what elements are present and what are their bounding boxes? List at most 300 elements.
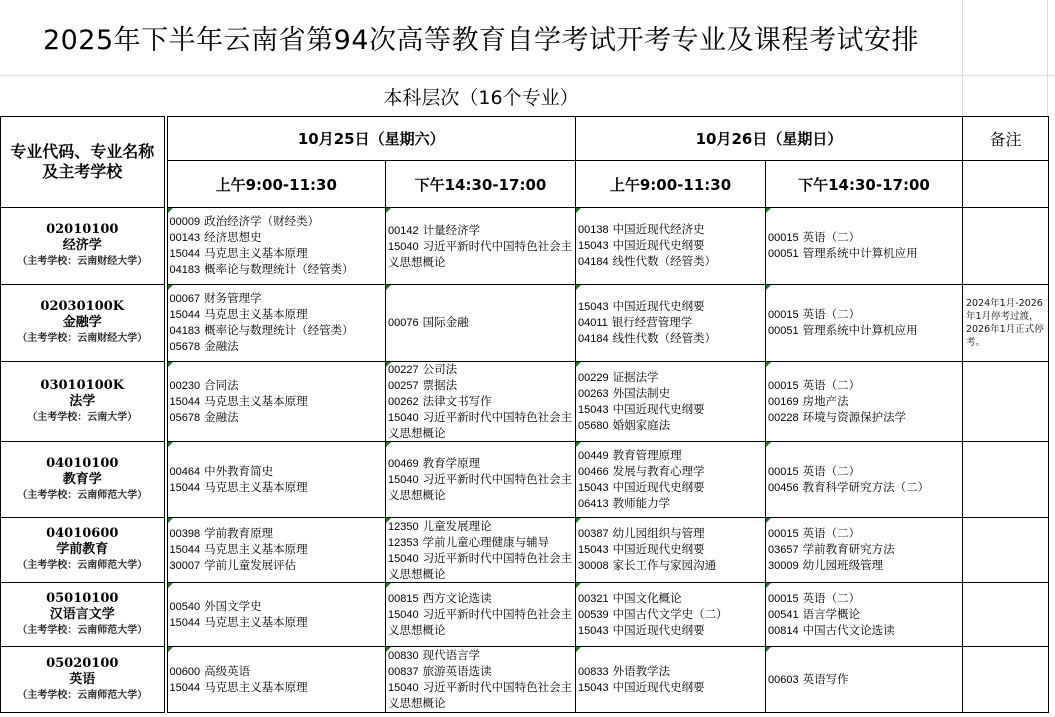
course-code: 00387	[578, 528, 609, 540]
session-cell[interactable]	[576, 583, 766, 647]
course-item	[388, 394, 573, 410]
course-item	[388, 648, 573, 664]
major-code: 04010600	[46, 526, 119, 541]
comment-marker-icon	[386, 647, 391, 652]
course-code: 00051	[768, 325, 799, 337]
table-row	[1, 583, 1049, 647]
note-cell[interactable]	[963, 362, 1049, 442]
course-item	[768, 607, 960, 623]
course-name: 中国近现代经济史	[612, 222, 705, 236]
course-code: 00469	[388, 458, 419, 470]
major-school: （主考学校：云南财经大学）	[17, 256, 148, 267]
header-major-line1: 专业代码、专业名称	[10, 142, 155, 161]
course-name: 票据法	[422, 378, 458, 392]
course-item	[170, 394, 384, 410]
course-item	[170, 664, 384, 680]
major-cell[interactable]	[1, 442, 166, 518]
course-name: 幼儿园组织与管理	[612, 526, 705, 540]
comment-marker-icon	[766, 362, 771, 367]
course-item	[170, 542, 384, 558]
course-name: 政治经济学（财经类）	[204, 214, 320, 228]
comment-marker-icon	[386, 208, 391, 213]
course-code: 00263	[578, 387, 609, 400]
course-item	[768, 378, 960, 394]
course-name: 中国近现代史纲要	[612, 542, 705, 556]
course-code: 30009	[768, 560, 799, 572]
course-code: 15040	[388, 552, 419, 565]
course-name: 马克思主义基本原理	[204, 614, 308, 629]
course-name: 房地产法	[802, 393, 849, 408]
comment-marker-icon	[766, 647, 771, 652]
course-name: 外国法制史	[612, 385, 671, 400]
course-code: 05678	[169, 341, 201, 353]
course-name: 中国近现代史纲要	[612, 479, 705, 494]
course-code: 00015	[768, 309, 799, 321]
course-code: 00262	[388, 396, 419, 408]
comment-marker-icon	[766, 285, 771, 290]
course-code: 05680	[578, 419, 609, 432]
course-item	[388, 680, 573, 711]
comment-marker-icon	[386, 518, 391, 523]
course-code: 00015	[768, 528, 799, 540]
major-name: 经济学	[62, 238, 102, 253]
major-school: （主考学校：云南师范大学）	[17, 624, 148, 636]
course-code: 15040	[388, 474, 419, 486]
course-code: 15040	[388, 682, 419, 694]
course-name: 中外教育简史	[204, 463, 274, 478]
course-item	[388, 223, 573, 239]
course-item	[388, 410, 573, 441]
header-day-1[interactable]: 10月25日（星期六）	[166, 117, 576, 161]
course-name: 习近平新时代中国特色社会主义思想概论	[388, 472, 573, 502]
course-name: 中国近现代史纲要	[612, 299, 705, 313]
course-item	[578, 558, 763, 574]
course-name: 马克思主义基本原理	[204, 246, 308, 260]
table-row	[1, 208, 1049, 285]
course-item	[768, 591, 960, 607]
header-day2-afternoon[interactable]: 下午14:30-17:00	[766, 161, 963, 208]
course-code: 00398	[169, 528, 201, 540]
major-code: 04010100	[46, 455, 119, 471]
course-name: 外语教学法	[612, 663, 671, 678]
course-name: 家长工作与家园沟通	[612, 558, 717, 572]
course-name: 马克思主义基本原理	[204, 542, 308, 556]
course-name: 马克思主义基本原理	[204, 479, 308, 494]
course-item	[578, 402, 763, 418]
course-name: 合同法	[204, 377, 239, 392]
course-name: 英语（二）	[802, 307, 861, 321]
course-code: 15043	[578, 403, 609, 416]
major-school: （主考学校：云南师范大学）	[17, 689, 148, 701]
course-item	[170, 680, 384, 696]
course-item	[388, 378, 573, 394]
course-name: 学前儿童心理健康与辅导	[422, 534, 550, 549]
course-item	[768, 526, 960, 542]
comment-marker-icon	[576, 647, 581, 652]
course-code: 00830	[388, 650, 419, 662]
course-item	[388, 519, 573, 535]
course-code: 15043	[578, 624, 609, 637]
course-item	[170, 558, 384, 574]
major-name: 法学	[69, 393, 96, 409]
session-cell[interactable]	[166, 362, 386, 442]
course-item	[578, 591, 763, 607]
major-school: （主考学校：云南财经大学）	[17, 333, 148, 344]
course-item	[578, 315, 763, 331]
course-name: 金融法	[204, 339, 239, 353]
course-name: 中国近现代史纲要	[612, 622, 705, 637]
header-major-line2: 及主考学校	[42, 162, 123, 181]
course-name: 银行经营管理学	[611, 315, 693, 329]
note-cell[interactable]	[963, 583, 1049, 647]
course-item	[170, 262, 384, 278]
note-cell[interactable]	[963, 518, 1049, 583]
course-code: 00456	[768, 481, 799, 494]
course-code: 00169	[768, 395, 799, 408]
course-code: 00228	[768, 411, 799, 424]
course-name: 线性代数（经管类）	[612, 331, 717, 345]
comment-marker-icon	[766, 583, 771, 588]
course-name: 中国古代文论选读	[802, 622, 895, 637]
major-cell[interactable]	[1, 285, 166, 362]
course-item	[768, 623, 960, 639]
course-name: 幼儿园班级管理	[802, 558, 884, 572]
session-cell[interactable]	[166, 583, 386, 647]
comment-marker-icon	[168, 518, 173, 523]
course-name: 管理系统中计算机应用	[802, 323, 918, 337]
session-cell[interactable]	[166, 518, 386, 583]
course-name: 学前教育原理	[204, 526, 274, 540]
course-item	[578, 299, 763, 315]
course-item	[578, 664, 763, 680]
course-name: 习近平新时代中国特色社会主义思想概论	[388, 550, 573, 581]
course-name: 中国近现代史纲要	[612, 238, 705, 252]
major-name: 教育学	[62, 471, 102, 487]
major-name: 金融学	[62, 315, 102, 330]
course-name: 概率论与数理统计（经管类）	[204, 262, 354, 276]
major-school: （主考学校：云南大学）	[27, 411, 138, 423]
course-name: 中国文化概论	[612, 590, 682, 605]
course-code: 00015	[768, 465, 799, 478]
major-code: 02030100K	[40, 299, 125, 314]
course-code: 00600	[169, 665, 201, 678]
course-name: 马克思主义基本原理	[204, 393, 308, 408]
course-code: 15040	[388, 412, 419, 424]
course-code: 00230	[169, 379, 201, 392]
course-name: 习近平新时代中国特色社会主义思想概论	[388, 238, 573, 269]
major-cell[interactable]	[1, 518, 166, 583]
header-row-dates	[1, 117, 1049, 161]
major-cell[interactable]	[1, 583, 166, 647]
course-code: 05678	[169, 411, 201, 424]
table-row	[1, 285, 1049, 362]
course-item	[388, 362, 573, 378]
course-item	[170, 410, 384, 426]
comment-marker-icon	[386, 285, 391, 290]
course-code: 00321	[578, 592, 609, 605]
comment-marker-icon	[168, 285, 173, 290]
course-item	[768, 542, 960, 558]
course-item	[768, 307, 960, 323]
comment-marker-icon	[576, 208, 581, 213]
course-code: 15044	[169, 309, 201, 321]
course-item	[388, 472, 573, 503]
course-name: 计量经济学	[422, 222, 481, 237]
course-name: 财务管理学	[204, 291, 262, 305]
course-item	[768, 394, 960, 410]
course-name: 现代语言学	[422, 648, 481, 662]
course-code: 00227	[388, 364, 419, 376]
course-name: 中国近现代史纲要	[612, 679, 705, 694]
document-subtitle: 本科层次（16个专业）	[383, 86, 579, 109]
course-name: 管理系统中计算机应用	[802, 246, 918, 260]
comment-marker-icon	[766, 208, 771, 213]
course-code: 00539	[578, 608, 609, 621]
session-cell[interactable]	[386, 647, 576, 713]
course-name: 证据法学	[612, 369, 659, 384]
course-item	[388, 664, 573, 680]
course-code: 00142	[388, 224, 419, 237]
course-item	[388, 551, 573, 582]
comment-marker-icon	[168, 362, 173, 367]
major-code: 05010100	[46, 590, 119, 606]
comment-marker-icon	[168, 647, 173, 652]
session-cell[interactable]	[576, 518, 766, 583]
course-code: 00076	[388, 317, 419, 329]
comment-marker-icon	[168, 208, 173, 213]
session-cell[interactable]	[766, 285, 963, 362]
session-cell[interactable]	[166, 285, 386, 362]
course-code: 15043	[578, 240, 609, 252]
course-code: 15043	[578, 681, 609, 694]
course-name: 儿童发展理论	[422, 518, 492, 533]
course-code: 00067	[169, 293, 201, 305]
course-item	[578, 496, 763, 512]
header-day1-morning[interactable]: 上午9:00-11:30	[166, 161, 386, 208]
course-name: 中国古代文学史（二）	[612, 606, 728, 621]
course-name: 英语（二）	[802, 463, 861, 478]
table-row	[1, 442, 1049, 518]
major-code: 05020100	[46, 655, 119, 671]
header-major-cell[interactable]	[1, 117, 166, 208]
table-row	[1, 518, 1049, 583]
header-notes[interactable]: 备注	[963, 117, 1049, 161]
course-item	[170, 307, 384, 323]
course-code: 00229	[578, 371, 609, 384]
course-item	[768, 323, 960, 339]
course-code: 00015	[768, 592, 799, 605]
course-code: 15044	[169, 681, 201, 694]
course-code: 15044	[169, 616, 201, 629]
sheet-gridline	[1047, 0, 1048, 117]
course-name: 英语（二）	[802, 377, 861, 392]
major-code: 02010100	[46, 222, 119, 237]
session-cell[interactable]	[386, 208, 576, 285]
course-item	[170, 599, 384, 615]
session-cell[interactable]	[166, 442, 386, 518]
session-cell[interactable]	[766, 518, 963, 583]
course-name: 英语写作	[802, 671, 849, 686]
course-code: 00138	[578, 224, 609, 236]
course-item	[578, 418, 763, 434]
header-day-2[interactable]: 10月26日（星期日）	[576, 117, 963, 161]
session-cell[interactable]	[576, 647, 766, 713]
course-code: 04011	[578, 317, 608, 329]
course-item	[578, 222, 763, 238]
course-name: 高级英语	[204, 663, 251, 678]
course-name: 中国近现代史纲要	[612, 401, 705, 416]
course-code: 00837	[388, 666, 419, 678]
session-cell[interactable]	[166, 208, 386, 285]
course-code: 00541	[768, 608, 799, 621]
course-item	[170, 291, 384, 307]
header-day2-morning[interactable]: 上午9:00-11:30	[576, 161, 766, 208]
course-item	[578, 331, 763, 347]
course-item	[578, 680, 763, 696]
course-name: 外国文学史	[204, 598, 262, 613]
course-name: 环境与资源保护法学	[802, 409, 907, 424]
session-cell[interactable]	[386, 285, 576, 362]
session-cell[interactable]	[386, 583, 576, 647]
document-title: 2025年下半年云南省第94次高等教育自学考试开考专业及课程考试安排	[42, 25, 920, 56]
course-code: 00051	[768, 248, 799, 260]
course-code: 12350	[388, 520, 419, 533]
course-code: 00815	[388, 593, 419, 605]
course-code: 15044	[169, 481, 201, 494]
session-cell[interactable]	[766, 208, 963, 285]
session-cell[interactable]	[386, 442, 576, 518]
course-code: 15040	[388, 240, 419, 253]
session-cell[interactable]	[766, 647, 963, 713]
course-code: 00464	[169, 465, 201, 478]
course-name: 国际金融	[422, 315, 469, 329]
note-cell[interactable]	[963, 442, 1049, 518]
comment-marker-icon	[386, 362, 391, 367]
major-name: 英语	[69, 671, 96, 687]
course-item	[578, 542, 763, 558]
course-item	[578, 386, 763, 402]
session-cell[interactable]	[386, 362, 576, 442]
major-cell[interactable]	[1, 208, 166, 285]
comment-marker-icon	[576, 518, 581, 523]
comment-marker-icon	[766, 442, 771, 447]
course-item	[768, 464, 960, 480]
course-code: 04184	[578, 333, 609, 345]
course-item	[578, 448, 763, 464]
note-cell[interactable]	[963, 208, 1049, 285]
note-cell[interactable]	[963, 647, 1049, 713]
session-cell[interactable]	[766, 583, 963, 647]
course-name: 教育科学研究方法（二）	[802, 479, 930, 494]
course-code: 00814	[768, 624, 799, 637]
session-cell[interactable]	[386, 518, 576, 583]
course-item	[170, 464, 384, 480]
comment-marker-icon	[576, 442, 581, 447]
session-cell[interactable]	[766, 362, 963, 442]
sheet-gridline	[962, 0, 963, 117]
course-name: 语言学概论	[802, 606, 861, 621]
course-code: 00466	[578, 465, 609, 478]
course-item	[170, 230, 384, 246]
major-name: 学前教育	[56, 542, 109, 557]
course-name: 教师能力学	[612, 495, 671, 510]
course-item	[578, 623, 763, 639]
course-item	[578, 607, 763, 623]
table-row	[1, 647, 1049, 713]
major-cell[interactable]	[1, 647, 166, 713]
course-item	[578, 238, 763, 254]
course-item	[170, 615, 384, 631]
table-row	[1, 362, 1049, 442]
course-name: 西方文论选读	[422, 591, 492, 605]
course-name: 线性代数（经管类）	[612, 254, 717, 268]
session-cell[interactable]	[576, 442, 766, 518]
course-item	[170, 246, 384, 262]
course-code: 15043	[578, 481, 609, 494]
course-code: 04183	[169, 325, 201, 337]
course-item	[170, 526, 384, 542]
course-code: 15043	[578, 301, 609, 313]
header-day1-afternoon[interactable]: 下午14:30-17:00	[386, 161, 576, 208]
course-name: 旅游英语选读	[422, 664, 492, 678]
course-name: 经济思想史	[204, 230, 262, 244]
course-code: 00143	[169, 232, 201, 244]
course-item	[578, 370, 763, 386]
course-item	[388, 607, 573, 638]
course-item	[388, 591, 573, 607]
course-name: 学前儿童发展评估	[204, 558, 297, 572]
course-code: 00833	[578, 665, 609, 678]
course-name: 习近平新时代中国特色社会主义思想概论	[388, 680, 573, 710]
major-school: （主考学校：云南师范大学）	[17, 560, 148, 571]
course-item	[768, 410, 960, 426]
exam-schedule-table	[0, 116, 1049, 713]
course-item	[768, 672, 960, 688]
major-cell[interactable]	[1, 362, 166, 442]
course-name: 习近平新时代中国特色社会主义思想概论	[388, 410, 573, 440]
note-cell[interactable]: 2024年1月-2026年1月停考过渡，2026年1月正式停考。	[963, 285, 1049, 362]
course-item	[768, 480, 960, 496]
comment-marker-icon	[386, 442, 391, 447]
session-cell[interactable]	[576, 208, 766, 285]
course-code: 00015	[768, 379, 799, 392]
course-name: 英语（二）	[802, 230, 861, 244]
course-name: 法律文书写作	[422, 394, 492, 408]
course-name: 学前教育研究方法	[802, 542, 895, 556]
course-name: 马克思主义基本原理	[204, 307, 308, 321]
course-code: 15040	[388, 609, 419, 621]
course-item	[578, 254, 763, 270]
course-code: 04184	[578, 256, 609, 268]
course-item	[388, 315, 573, 331]
course-code: 30007	[169, 560, 201, 572]
course-item	[578, 464, 763, 480]
course-name: 英语（二）	[802, 526, 861, 540]
course-code: 00540	[169, 600, 201, 613]
session-cell[interactable]	[576, 285, 766, 362]
session-cell[interactable]	[766, 442, 963, 518]
session-cell[interactable]	[166, 647, 386, 713]
course-item	[578, 480, 763, 496]
course-item	[170, 323, 384, 339]
course-code: 00603	[768, 673, 799, 686]
course-item	[388, 456, 573, 472]
header-notes-blank[interactable]	[963, 161, 1049, 208]
course-name: 马克思主义基本原理	[204, 679, 308, 694]
course-name: 习近平新时代中国特色社会主义思想概论	[388, 607, 573, 637]
session-cell[interactable]	[576, 362, 766, 442]
course-code: 15044	[169, 544, 201, 556]
